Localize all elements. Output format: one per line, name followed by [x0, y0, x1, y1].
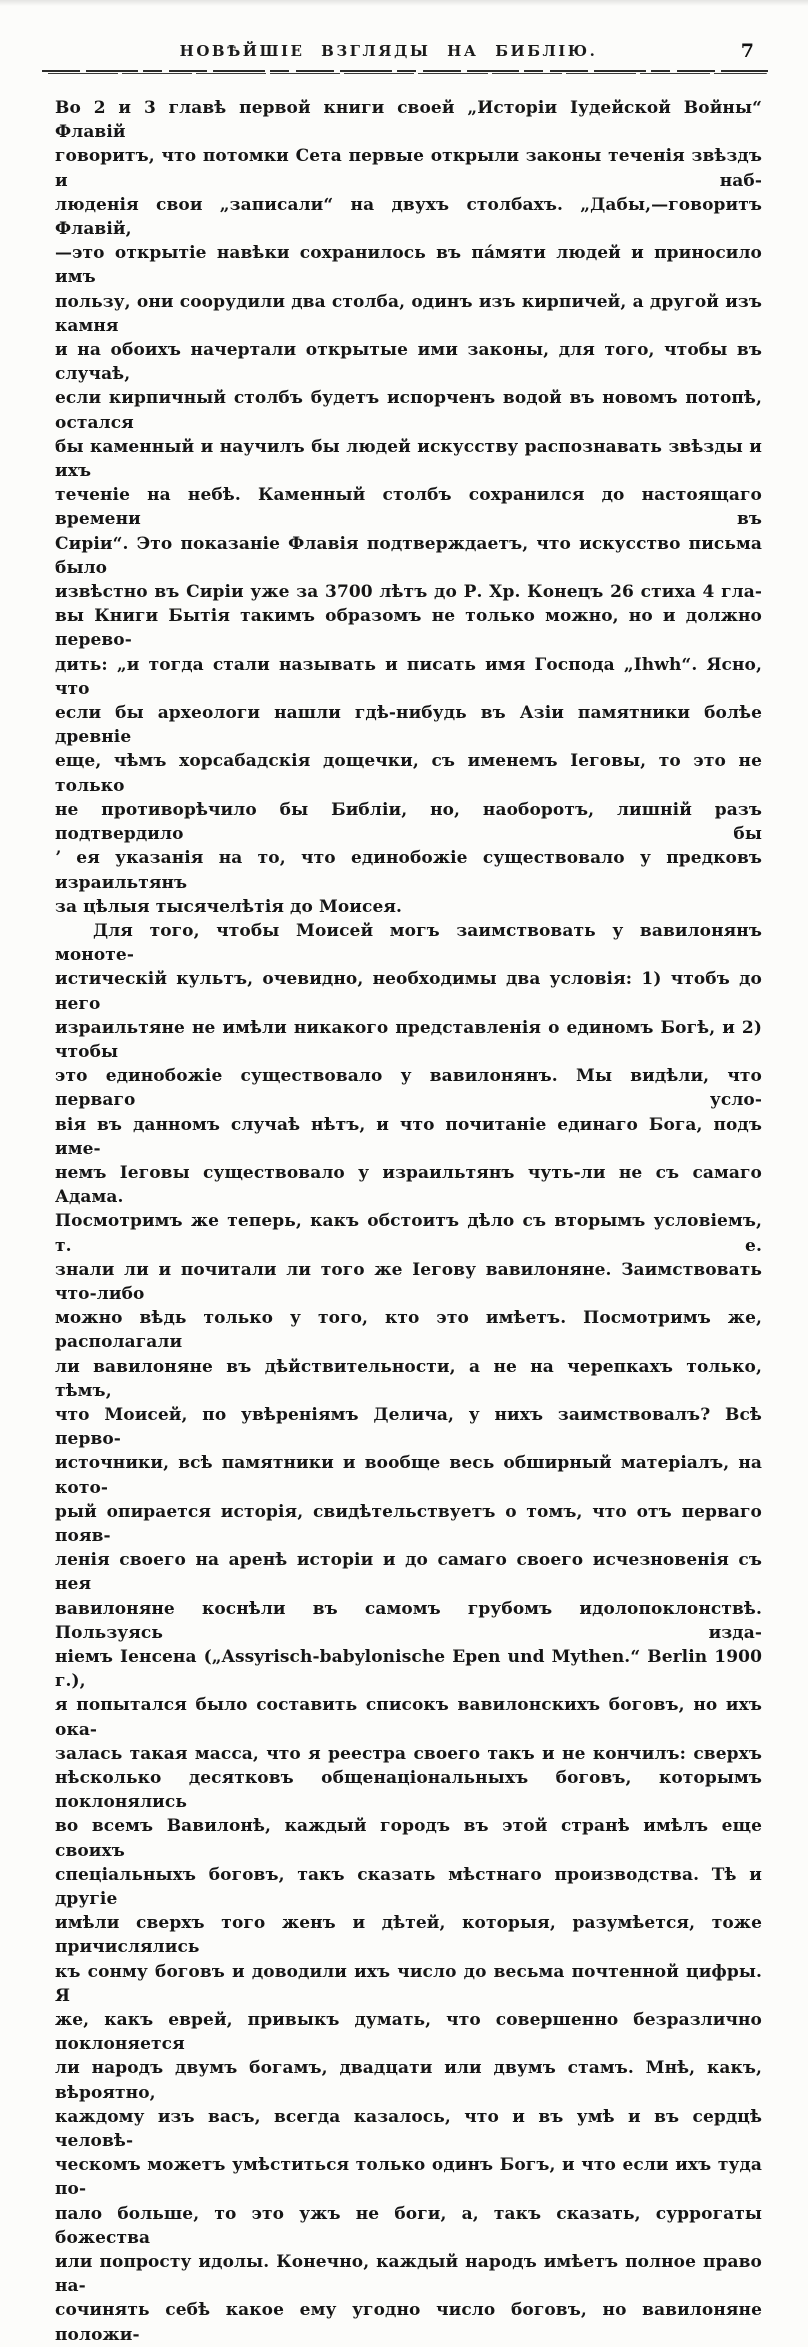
page-number: 7 [740, 40, 754, 62]
text-line: пало больше, то это ужъ не боги, а, такъ сказать, суррогаты божества [55, 2203, 762, 2248]
text-line: ли народъ двумъ богамъ, двадцати или двумъ стамъ. Мнѣ, какъ, вѣроятно, [55, 2058, 762, 2103]
text-line: бы каменный и научилъ бы людей искусству распознавать звѣзды и ихъ [55, 436, 762, 482]
text-line: Сиріи“. Это показаніе Флавія подтверждаетъ, что искусство письма было [55, 533, 762, 578]
text-line: вія въ данномъ случаѣ нѣтъ, и что почитаніе единаго Бога, подъ име- [55, 1114, 762, 1159]
text-line: сочинять себѣ какое ему угодно число боговъ, но вавилоняне положи- [55, 2300, 762, 2345]
scan-edge-shadow [0, 0, 808, 6]
text-line: можно вѣдь только у того, кто это имѣетъ. Посмотримъ же, располагали [55, 1308, 762, 1353]
text-line: израильтяне не имѣли никакого представленія о единомъ Богѣ, и 2) чтобы [55, 1017, 762, 1062]
text-line: Посмотримъ же теперь, какъ обстоитъ дѣло съ вторымъ условіемъ, т. е. [55, 1211, 762, 1256]
text-line: или попросту идолы. Конечно, каждый народъ имѣетъ полное право на- [55, 2252, 762, 2297]
text-line: вы Книги Бытія такимъ образомъ не только можно, но и должно перево- [55, 606, 762, 651]
text-line: это единобожіе существовало у вавилонянъ. Мы видѣли, что перваго усло- [55, 1066, 762, 1111]
text-line: извѣстно въ Сиріи уже за 3700 лѣтъ до Р. Хр. Конецъ 26 стиха 4 гла- [55, 582, 762, 603]
text-line: —это открытіе навѣки сохранилось въ па́мяти людей и приносило имъ [55, 243, 762, 288]
text-line: имѣли сверхъ того женъ и дѣтей, которыя, разумѣется, тоже причислялись [55, 1913, 762, 1958]
text-line: люденія свои „записали“ на двухъ столбахъ. „Дабы,—говоритъ Флавій, [55, 194, 762, 240]
text-line: пользу, они соорудили два столба, одинъ изъ кирпичей, а другой изъ камня [55, 291, 762, 336]
text-line: дить: „и тогда стали называть и писать имя Господа „Ihwh“. Ясно, что [55, 654, 762, 699]
text-line: за цѣлыя тысячелѣтія до Моисея. [55, 896, 403, 917]
text-line: залась такая масса, что я реестра своего такъ и не кончилъ: сверхъ [55, 1743, 762, 1764]
text-line: знали ли и почитали ли того же Іегову вавилоняне. Заимствовать что-либо [55, 1259, 762, 1304]
text-line: каждому изъ васъ, всегда казалось, что и въ умѣ и въ сердцѣ человѣ- [55, 2106, 762, 2152]
text-line: рый опирается исторія, свидѣтельствуетъ о томъ, что отъ перваго появ- [55, 1501, 762, 1546]
text-line: говоритъ, что потомки Сета первые открыли законы теченія звѣздъ и наб- [55, 146, 762, 191]
header-rule [42, 70, 768, 74]
text-line: я попытался было составить списокъ вавилонскихъ боговъ, но ихъ ока- [55, 1695, 762, 1740]
text-line: во всемъ Вавилонѣ, каждый городъ въ этой странѣ имѣлъ еще своихъ [55, 1816, 762, 1861]
text-line: теченіе на небѣ. Каменный столбъ сохранился до настоящаго времени въ [55, 485, 762, 530]
text-line: ʼ ея указанія на то, что единобожіе существовало у предковъ израильтянъ [55, 848, 762, 893]
text-line: спеціальныхъ боговъ, такъ сказать мѣстнаго производства. Тѣ и другіе [55, 1864, 762, 1910]
text-line: что Моисей, по увѣреніямъ Делича, у нихъ заимствовалъ? Всѣ перво- [55, 1404, 762, 1450]
page-header [55, 42, 762, 66]
text-line: если кирпичный столбъ будетъ испорченъ водой въ новомъ потопѣ, остался [55, 388, 762, 433]
text-line: ніемъ Іенсена („Assyrisch-babylonische Epen und Mythen.“ Berlin 1900 г.), [55, 1647, 762, 1692]
text-line: вавилоняне коснѣли въ самомъ грубомъ идолопоклонствѣ. Пользуясь изда- [55, 1598, 762, 1643]
text-line: Для того, чтобы Моисей могъ заимствовать у вавилонянъ моноте- [55, 920, 762, 966]
text-line: истическій культъ, очевидно, необходимы два условія: 1) чтобъ до него [55, 969, 762, 1014]
text-line: еще, чѣмъ хорсабадскія дощечки, съ именемъ Іеговы, то это не только [55, 751, 762, 796]
text-line: источники, всѣ памятники и вообще весь обширный матеріалъ, на кото- [55, 1453, 762, 1498]
text-column [55, 96, 762, 2347]
text-line: ческомъ можетъ умѣститься только одинъ Богъ, и что если ихъ туда по- [55, 2155, 762, 2200]
text-line: ленія своего на аренѣ исторіи и до самаго своего исчезновенія съ нея [55, 1550, 762, 1595]
text-line: нѣсколько десятковъ общенаціональныхъ боговъ, которымъ поклонялись [55, 1768, 762, 1813]
paragraph [55, 919, 762, 2347]
running-header-title: НОВѢЙШІЕ ВЗГЛЯДЫ НА БИБЛІЮ. [179, 42, 598, 60]
paragraph [55, 96, 762, 919]
text-line: и на обоихъ начертали открытые ими законы, для того, чтобы въ случаѣ, [55, 340, 762, 385]
text-line: Во 2 и 3 главѣ первой книги своей „Исторіи Іудейской Войны“ Флавій [55, 98, 762, 143]
text-line: ли вавилоняне въ дѣйствительности, а не на черепкахъ только, тѣмъ, [55, 1356, 762, 1401]
text-line: немъ Іеговы существовало у израильтянъ чуть-ли не съ самаго Адама. [55, 1162, 762, 1208]
text-line: не противорѣчило бы Библіи, но, наоборотъ, лишній разъ подтвердило бы [55, 799, 762, 845]
text-line: къ сонму боговъ и доводили ихъ число до весьма почтенной цифры. Я [55, 1961, 762, 2006]
text-line: же, какъ еврей, привыкъ думать, что совершенно безразлично поклоняется [55, 2010, 762, 2055]
text-line: если бы археологи нашли гдѣ-нибудь въ Азіи памятники болѣе древніе [55, 703, 762, 748]
